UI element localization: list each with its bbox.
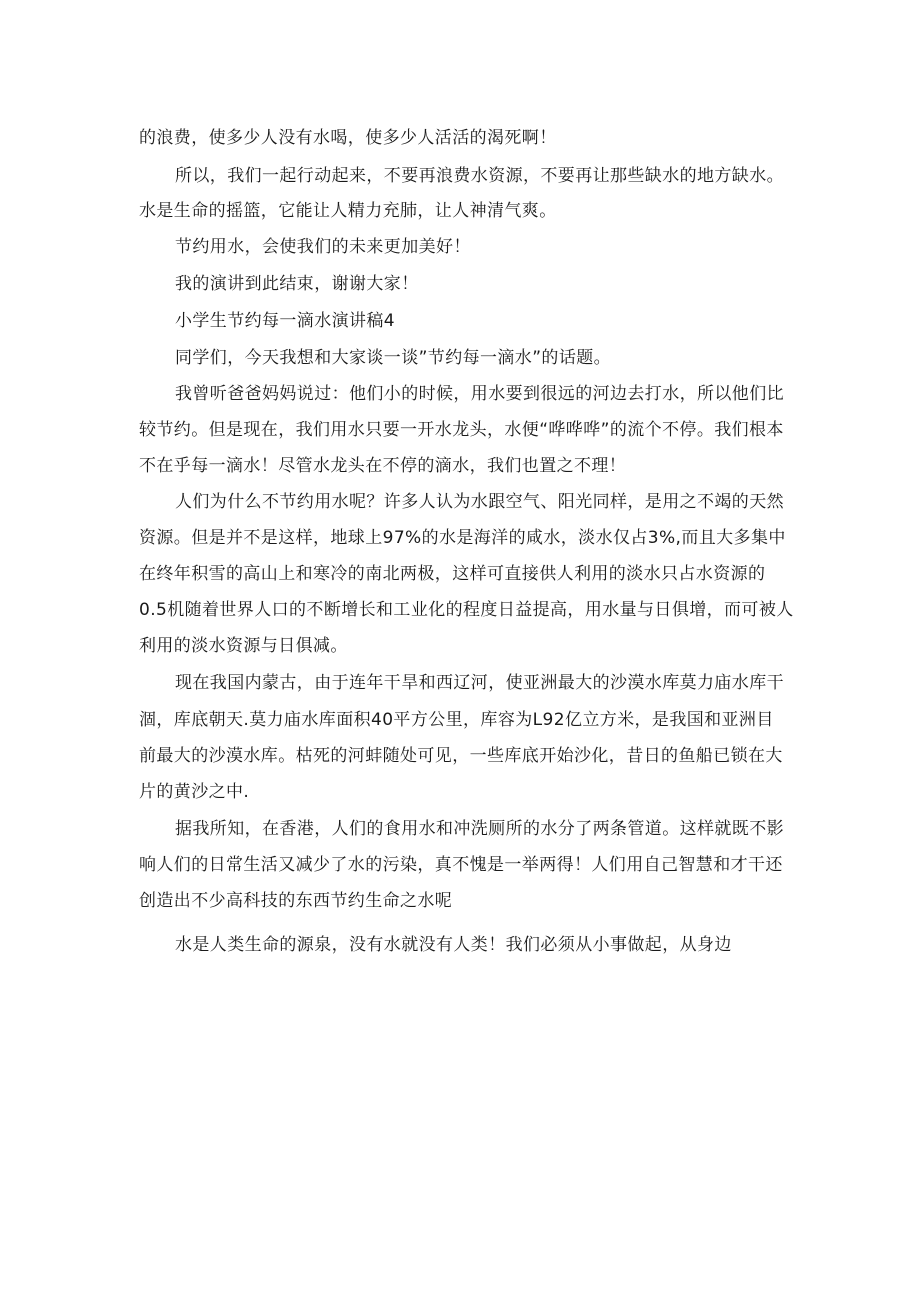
text-line: 利用的淡水资源与日俱减。	[139, 636, 348, 656]
text-line: 的浪费，使多少人没有水喝，使多少人活活的渴死啊！	[139, 128, 557, 148]
text-line: 据我所知，在香港，人们的食用水和冲洗厕所的水分了两条管道。这样就既不影	[175, 819, 784, 839]
text-line: 现在我国内蒙古，由于连年干旱和西辽河，使亚洲最大的沙漠水库莫力庙水库干	[175, 673, 784, 693]
text-line: 同学们，今天我想和大家谈一谈”节约每一滴水”的话题。	[175, 348, 612, 368]
text-line: 节约用水，会使我们的未来更加美好！	[175, 237, 471, 257]
text-line: 我曾听爸爸妈妈说过：他们小的时候，用水要到很远的河边去打水，所以他们比	[175, 384, 784, 404]
text-line: 我的演讲到此结束，谢谢大家！	[175, 274, 419, 294]
text-line: 前最大的沙漠水库。枯死的河蚌随处可见，一些库底开始沙化，昔日的鱼船已锁在大	[139, 746, 783, 766]
text-line: 资源。但是并不是这样，地球上97%的水是海洋的咸水，淡水仅占3%,而且大多集中	[139, 528, 786, 548]
text-line: 响人们的日常生活又减少了水的污染，真不愧是一举两得！人们用自己智慧和才干还	[139, 855, 783, 875]
text-line: 水是人类生命的源泉，没有水就没有人类！我们必须从小事做起，从身边	[175, 935, 732, 955]
text-line: 所以，我们一起行动起来，不要再浪费水资源，不要再让那些缺水的地方缺水。	[175, 166, 784, 186]
text-line: 创造出不少高科技的东西节约生命之水呢	[139, 891, 453, 911]
text-line: 0.5机随着世界人口的不断增长和工业化的程度日益提高，用水量与日俱增，而可被人	[139, 600, 794, 620]
text-line: 在终年积雪的高山上和寒冷的南北两极，这样可直接供人利用的淡水只占水资源的	[139, 564, 766, 584]
section-heading: 小学生节约每一滴水演讲稿4	[175, 311, 396, 331]
text-line: 人们为什么不节约用水呢？许多人认为水跟空气、阳光同样，是用之不竭的天然	[175, 492, 784, 512]
text-line: 不在乎每一滴水！尽管水龙头在不停的滴水，我们也置之不理！	[139, 456, 627, 476]
text-line: 涸，库底朝天.莫力庙水库面积40平方公里，库容为L92亿立方米，是我国和亚洲目	[139, 710, 774, 730]
text-line: 较节约。但是现在，我们用水只要一开水龙头，水便“哗哗哗”的流个不停。我们根本	[139, 420, 784, 440]
text-line: 片的黄沙之中.	[139, 782, 250, 802]
text-line: 水是生命的摇篮，它能让人精力充肺，让人神清气爽。	[139, 201, 557, 221]
